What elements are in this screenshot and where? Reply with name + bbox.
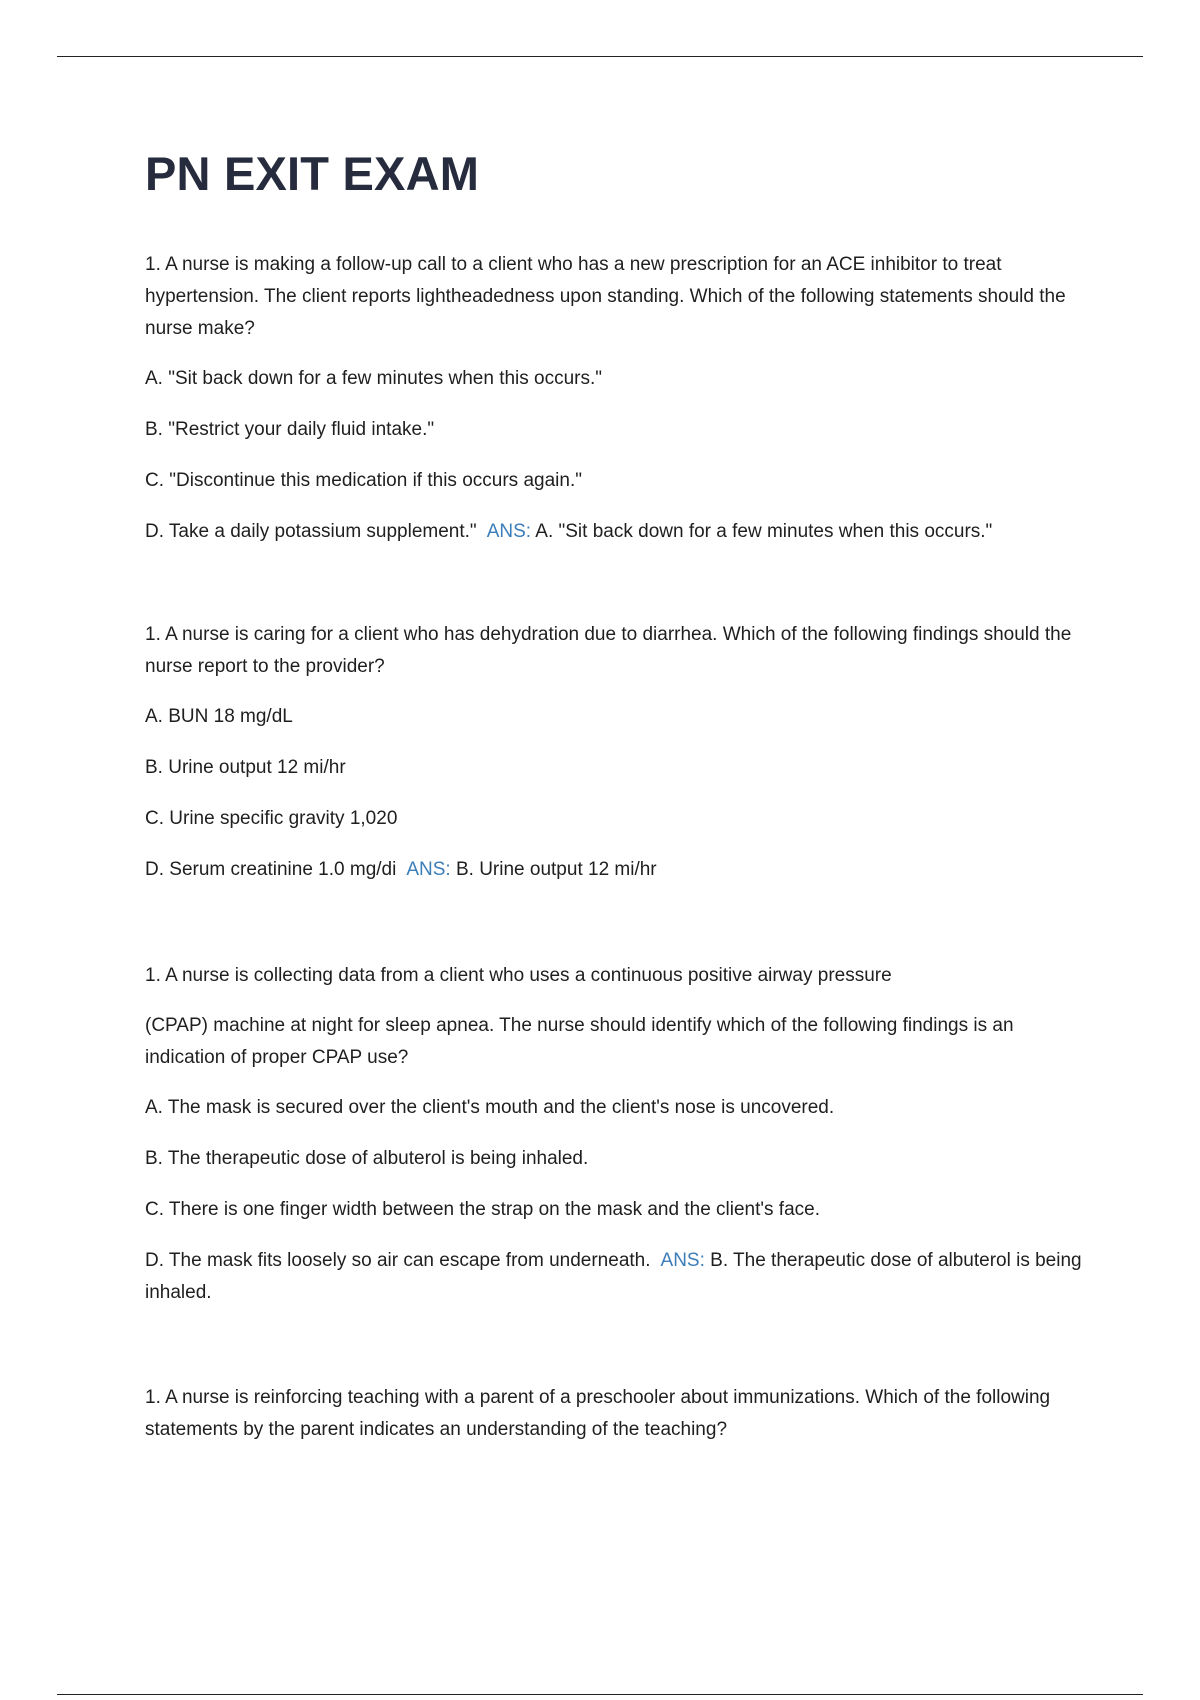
question-1 [145, 249, 1090, 548]
question-stem-line-1: 1. A nurse is collecting data from a client who uses a continuous positive airway pressure [145, 965, 892, 986]
answer-label: ANS: [660, 1250, 705, 1271]
question-stem: 1. A nurse is reinforcing teaching with a parent of a preschooler about immunizations. Which of the following statements by the parent indicates an understanding of the teaching? [145, 1387, 1051, 1440]
option-c: C. "Discontinue this medication if this occurs again." [145, 470, 582, 491]
question-4 [145, 1382, 1090, 1464]
option-a: A. BUN 18 mg/dL [145, 706, 293, 727]
option-b: B. Urine output 12 mi/hr [145, 757, 346, 778]
top-rule [57, 56, 1143, 57]
answer-text: B. The therapeutic dose of albuterol is being inhaled. [145, 1250, 1082, 1303]
option-a: A. "Sit back down for a few minutes when this occurs." [145, 368, 603, 389]
option-d: D. Take a daily potassium supplement." [145, 521, 477, 542]
option-d: D. The mask fits loosely so air can escape from underneath. [145, 1250, 651, 1271]
question-stem: 1. A nurse is making a follow-up call to a client who has a new prescription for an ACE inhibitor to treat hypertension. The client reports lightheadedness upon standing. Which of the following statements should the nurse make? [145, 254, 1066, 339]
answer-label: ANS: [486, 521, 532, 542]
option-d-with-answer [145, 516, 1090, 548]
option-c: C. Urine specific gravity 1,020 [145, 808, 398, 829]
answer-label: ANS: [406, 859, 451, 880]
question-stem-line-2: (CPAP) machine at night for sleep apnea. The nurse should identify which of the following findings is an indication of proper CPAP use? [145, 1015, 1014, 1068]
option-c: C. There is one finger width between the strap on the mask and the client's face. [145, 1199, 820, 1220]
option-d: D. Serum creatinine 1.0 mg/di [145, 859, 397, 880]
page-title: PN EXIT EXAM [145, 147, 480, 200]
option-a: A. The mask is secured over the client's mouth and the client's nose is uncovered. [145, 1097, 835, 1118]
option-d-with-answer [145, 854, 1090, 886]
bottom-rule [57, 1694, 1143, 1695]
question-stem: 1. A nurse is caring for a client who has dehydration due to diarrhea. Which of the following findings should the nurse report to the provider? [145, 624, 1072, 677]
option-d-with-answer [145, 1245, 1090, 1309]
option-b: B. The therapeutic dose of albuterol is being inhaled. [145, 1148, 589, 1169]
question-3 [145, 960, 1090, 1309]
question-2 [145, 619, 1090, 886]
answer-text: A. "Sit back down for a few minutes when this occurs." [535, 521, 993, 542]
answer-text: B. Urine output 12 mi/hr [455, 859, 657, 880]
option-b: B. "Restrict your daily fluid intake." [145, 419, 435, 440]
